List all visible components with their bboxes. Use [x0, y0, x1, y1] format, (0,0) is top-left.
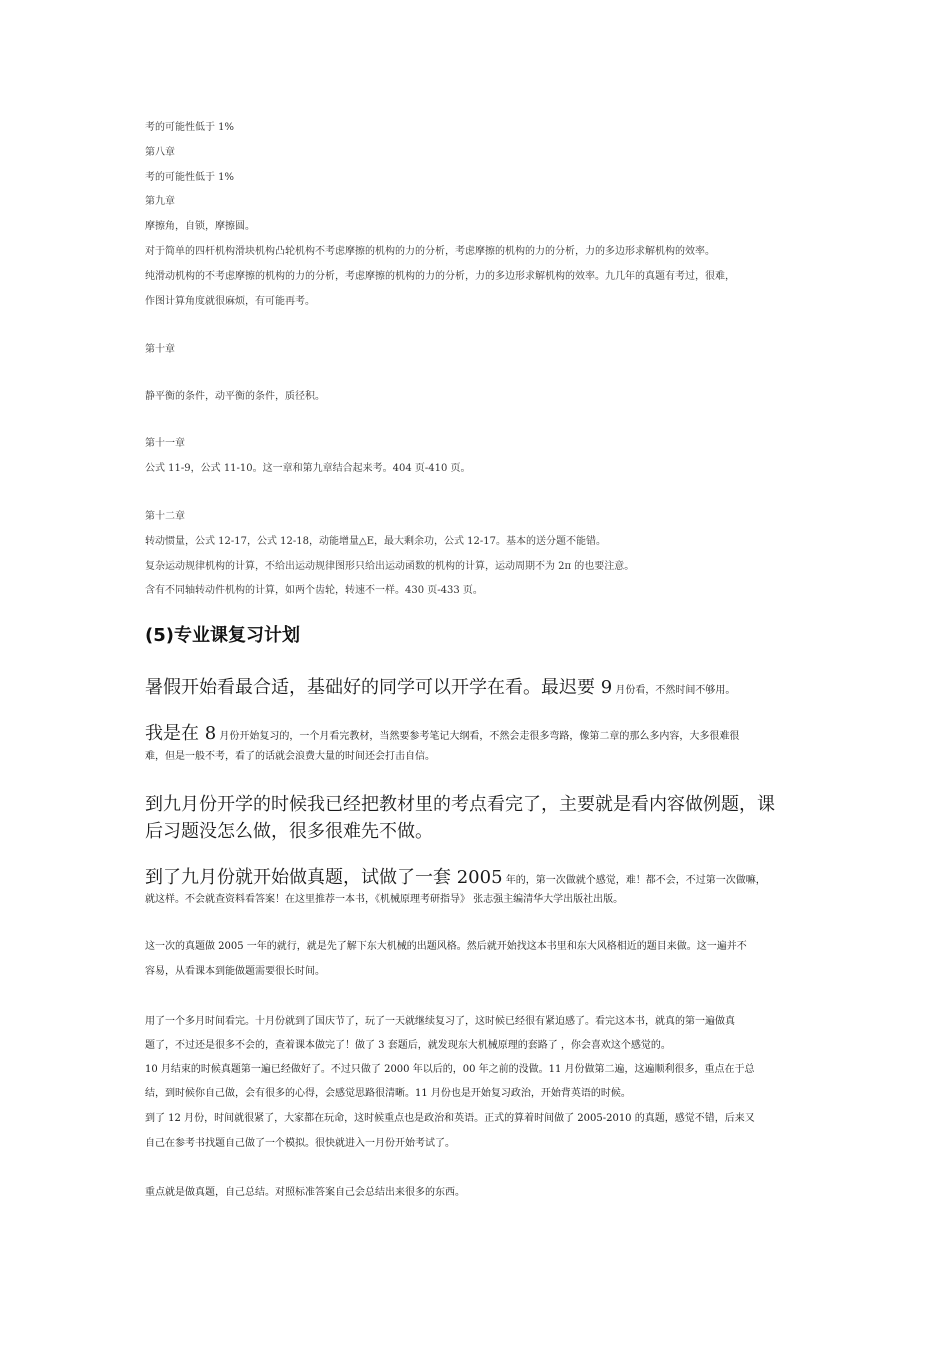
paragraph-large-text: 暑假开始看最合适，基础好的同学可以开学在看。最迟要 9 — [145, 677, 613, 698]
text-line: 含有不同轴转动件机构的计算，如两个齿轮，转速不一样。430 页-433 页。 — [145, 585, 483, 596]
paragraph-small-text: 年的，第一次做就个感觉，难！都不会，不过第一次做嘛， — [502, 875, 766, 886]
text-line: 静平衡的条件，动平衡的条件，质径积。 — [145, 391, 325, 402]
text-line: 纯滑动机构的不考虑摩擦的机构的力的分析，考虑摩擦的机构的力的分析，力的多边形求解机构的效率。九几年的真题有考过，很难， — [145, 271, 735, 282]
text-line: 到九月份开学的时候我已经把教材里的考点看完了，主要就是看内容做例题，课 — [145, 794, 775, 815]
chapter-heading-11: 第十一章 — [145, 438, 185, 449]
text-line: 公式 11-9，公式 11-10。这一章和第九章结合起来考。404 页-410 页。 — [145, 463, 471, 474]
chapter-heading-9: 第九章 — [145, 196, 175, 207]
chapter-heading-10: 第十章 — [145, 344, 175, 355]
text-line: 结，到时候你自己做，会有很多的心得，会感觉思路很清晰。11 月份也是开始复习政治，开始背英语的时候。 — [145, 1088, 631, 1099]
text-line: 自己在参考书找题自己做了一个模拟。很快就进入一月份开始考试了。 — [145, 1138, 455, 1149]
section-heading: (5)专业课复习计划 — [145, 625, 300, 646]
text-line: 作图计算角度就很麻烦，有可能再考。 — [145, 296, 315, 307]
text-line: 容易，从看课本到能做题需要很长时间。 — [145, 966, 325, 977]
text-line: 对于简单的四杆机构滑块机构凸轮机构不考虑摩擦的机构的力的分析，考虑摩擦的机构的力的分析，力的多边形求解机构的效率。 — [145, 246, 715, 257]
text-line: 题了，不过还是很多不会的，查着课本做完了！做了 3 套题后，就发现东大机械原理的套路了 ，你会喜欢这个感觉的。 — [145, 1040, 671, 1051]
text-line: 复杂运动规律机构的计算，不给出运动规律图形只给出运动函数的机构的计算，运动周期不为 2π 的也要注意。 — [145, 561, 635, 572]
paragraph — [145, 674, 815, 705]
text-line: 这一次的真题做 2005 一年的就行，就是先了解下东大机械的出题风格。然后就开始找这本书里和东大风格相近的题目来做。这一遍并不 — [145, 941, 747, 952]
text-line: 10 月结束的时候真题第一遍已经做好了。不过只做了 2000 年以后的，00 年之前的没做。11 月份做第二遍，这遍顺利很多，重点在于总 — [145, 1064, 755, 1075]
paragraph-small-text: 月份看，不然时间不够用。 — [612, 685, 736, 696]
text-line: 摩擦角，自锁，摩擦圆。 — [145, 221, 255, 232]
paragraph-large-text: 到了九月份就开始做真题，试做了一套 2005 — [145, 867, 503, 888]
text-line: 重点就是做真题，自己总结。对照标准答案自己会总结出来很多的东西。 — [145, 1187, 465, 1198]
text-line: 难，但是一般不考，看了的话就会浪费大量的时间还会打击自信。 — [145, 751, 435, 762]
paragraph-small-text: 月份开始复习的，一个月看完教材，当然要参考笔记大纲看，不然会走很多弯路，像第二章的那么多内容，大多很难很 — [216, 731, 740, 742]
text-line: 转动惯量，公式 12-17，公式 12-18，动能增量△E，最大剩余功，公式 12-17。基本的送分题不能错。 — [145, 536, 607, 547]
text-line: 到了 12 月份，时间就很紧了，大家都在玩命，这时候重点也是政治和英语。正式的算着时间做了 2005-2010 的真题，感觉不错，后来又 — [145, 1113, 755, 1124]
chapter-heading-12: 第十二章 — [145, 511, 185, 522]
text-line: 就这样。不会就查资料看答案！在这里推荐一本书，《机械原理考研指导》 张志强主编清华大学出版社出版。 — [145, 894, 624, 905]
text-line: 考的可能性低于 1% — [145, 122, 235, 133]
text-line: 考的可能性低于 1% — [145, 172, 235, 183]
paragraph-large-text: 我是在 8 — [145, 723, 217, 744]
text-line: 用了一个多月时间看完。十月份就到了国庆节了，玩了一天就继续复习了，这时候已经很有紧迫感了。看完这本书，就真的第一遍做真 — [145, 1016, 735, 1027]
text-line: 后习题没怎么做，很多很难先不做。 — [145, 821, 433, 842]
chapter-heading-8: 第八章 — [145, 147, 175, 158]
